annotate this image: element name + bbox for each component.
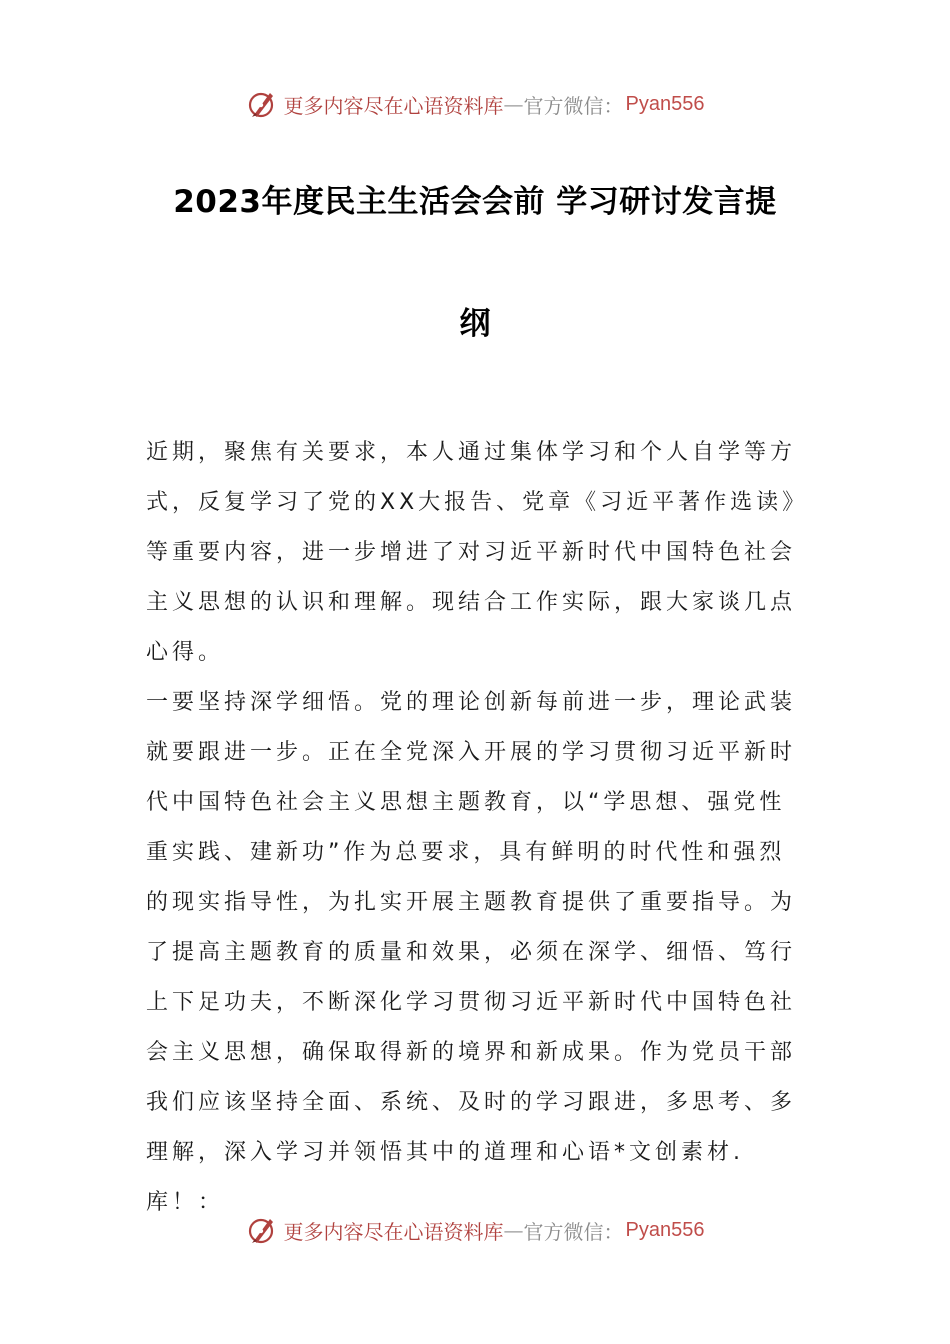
- pen-logo-icon: [246, 88, 278, 120]
- banner-wechat-label: 官方微信：: [523, 93, 624, 118]
- banner-main-text: 更多内容尽在心语资料库: [283, 93, 504, 118]
- banner-separator: —: [503, 92, 524, 116]
- body-paragraph-1: 近期，聚焦有关要求，本人通过集体学习和个人自学等方式，反复学习了党的XX大报告、党章《习近平著作选读》等重要内容，进一步增进了对习近平新时代中国特色社会主义思想的认识和理解。现结合工作实际，跟大家谈几点心得。: [146, 440, 798, 665]
- banner-main-text: 更多内容尽在心语资料库: [283, 1219, 504, 1244]
- banner-wechat-id: Pyan556: [625, 92, 705, 115]
- document-title-line-2: 纲: [459, 306, 491, 342]
- banner-separator: —: [503, 1218, 524, 1242]
- header-banner: [0, 84, 950, 124]
- banner-wechat-id: Pyan556: [625, 1218, 705, 1241]
- document-body: [146, 428, 808, 1228]
- pen-logo-icon: [246, 1214, 278, 1246]
- footer-banner: [0, 1210, 950, 1250]
- body-paragraph-2: 一要坚持深学细悟。党的理论创新每前进一步，理论武装就要跟进一步。正在全党深入开展的学习贯彻习近平新时代中国特色社会主义思想主题教育，以“学思想、强党性重实践、建新功”作为总要求，具有鲜明的时代性和强烈的现实指导性，为扎实开展主题教育提供了重要指导。为了提高主题教育的质量和效果，必须在深学、细悟、笃行上下足功夫，不断深化学习贯彻习近平新时代中国特色社会主义思想，确保取得新的境界和新成果。作为党员干部我们应该坚持全面、系统、及时的学习跟进，多思考、多理解，深入学习并领悟其中的道理和心语*文创素材.库！：: [146, 690, 797, 1215]
- document-title-line-1: 2023年度民主生活会会前 学习研讨发言提: [173, 184, 777, 220]
- banner-wechat-label: 官方微信：: [523, 1219, 624, 1244]
